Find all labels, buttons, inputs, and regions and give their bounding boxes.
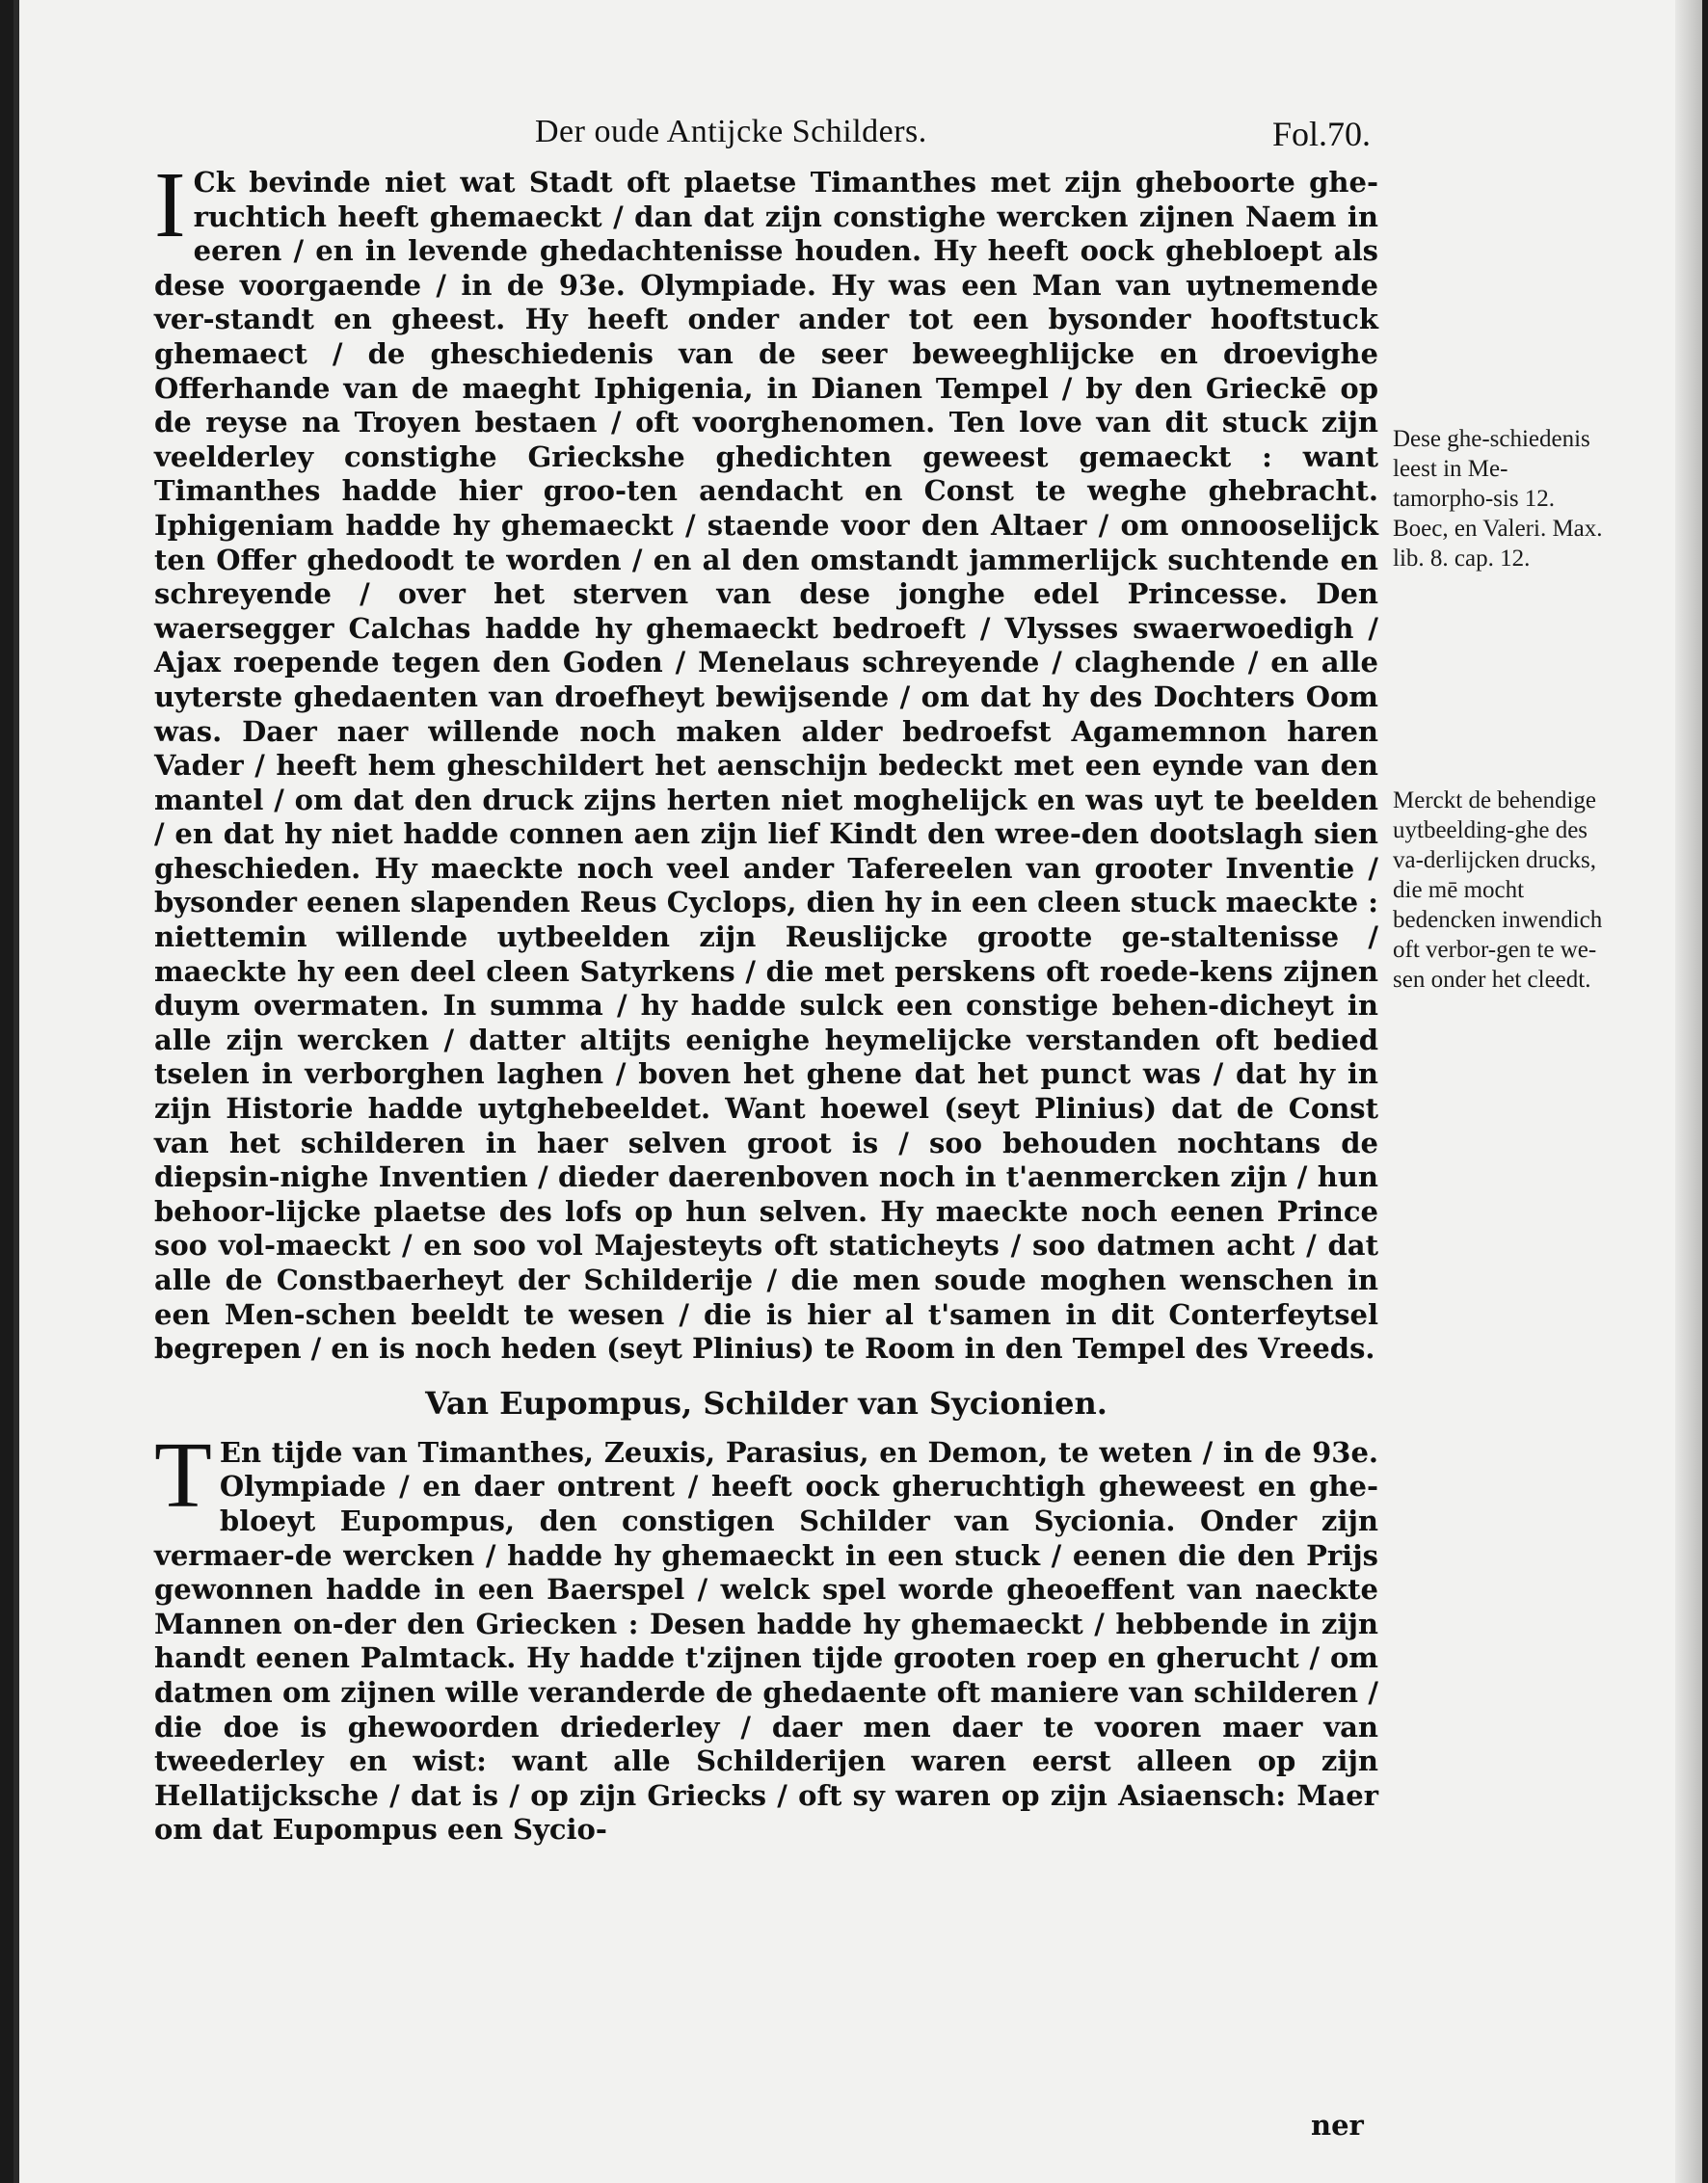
- section-eupompus: [154, 1423, 1378, 1848]
- main-text-column: [154, 153, 1378, 1848]
- drop-cap: T: [154, 1423, 212, 1528]
- running-head: Der oude Antijcke Schilders.: [535, 114, 927, 149]
- section-heading-eupompus: Van Eupompus, Schilder van Sycionien.: [425, 1384, 1108, 1422]
- margin-note-source: Dese ghe-schiedenis leest in Me-tamorpho-sis 12. Boec, en Valeri. Max. lib. 8. cap. 12.: [1393, 426, 1603, 572]
- catchword: ner: [1311, 2109, 1364, 2142]
- folio-number: Fol.70.: [1272, 115, 1372, 153]
- section-timanthes-text: Ck bevinde niet wat Stadt oft plaetse Timanthes met zijn gheboorte ghe-ruchtich heeft ghemaeckt / dan dat zijn constighe wercken zijnen Naem in eeren / en in levende ghedachtenisse houden. Hy heeft oock ghebloept als dese voorgaende / in de 93e. Olympiade. Hy was een Man van uytnemende ver-standt en gheest. Hy heeft onder ander tot een bysonder hooftstuck ghemaect / de gheschiedenis van de seer beweeghlijcke en droevighe Offerhande van de maeght Iphigenia, in Dianen Tempel / by den Grieckē op de reyse na Troyen bestaen / oft voorghenomen. Ten love van dit stuck zijn veelderley constighe Grieckshe ghedichten geweest gemaeckt : want Timanthes hadde hier groo-ten aendacht en Const te weghe ghebracht. Iphigeniam hadde hy ghemaeckt / staende voor den Altaer / om onnooselijck ten Offer ghedoodt te worden / en al den omstandt jammerlijck suchtende en schreyende / over het sterven van dese jonghe edel Princesse. Den waersegger Calchas hadde hy ghemaeckt bedroeft / Vlysses swaerwoedigh / Ajax roepende tegen den Goden / Menelaus schreyende / claghende / en alle uyterste ghedaenten van droefheyt bewijsende / om dat hy des Dochters Oom was. Daer naer willende noch maken alder bedroefst Agamemnon haren Vader / heeft hem gheschildert het aenschijn bedeckt met een eynde van den mantel / om dat den druck zijns herten niet moghelijck en was uyt te beelden / en dat hy niet hadde connen aen zijn lief Kindt den wree-den dootslagh sien gheschieden. Hy maeckte noch veel ander Tafereelen van grooter Inventie / bysonder eenen slapenden Reus Cyclops, dien hy in een cleen stuck maeckte : niettemin willende uytbeelden zijn Reuslijcke grootte ge-staltenisse / maeckte hy een deel cleen Satyrkens / die met perskens oft roede-kens zijnen duym overmaten. In summa / hy hadde sulck een constige behen-dicheyt in alle zijn wercken / datter altijts eenighe heymelijcke verstanden oft bedied tselen in verborghen laghen / boven het ghene dat het punct was / dat hy in zijn Historie hadde uytghebeeldet. Want hoewel (seyt Plinius) dat de Const van het schilderen in haer selven groot is / soo behouden nochtans de diepsin-nighe Inventien / dieder daerenboven noch in t'aenmercken zijn / hun behoor-lijcke plaetse des lofs op hun selven. Hy maeckte noch eenen Prince soo vol-maeckt / en soo vol Majesteyts oft staticheyts / soo datmen acht / dat alle de Constbaerheyt der Schilderije / die men soude moghen wenschen in een Men-schen beeldt te wesen / die is hier al t'samen in dit Conterfeytsel begrepen / en is noch heden (seyt Plinius) te Room in den Tempel des Vreeds.: [154, 166, 1378, 1366]
- section-timanthes: [154, 153, 1378, 1367]
- drop-cap: I: [154, 153, 186, 257]
- margin-note-commentary: Merckt de behendige uytbeelding-ghe des va-derlijcken drucks, die mē mocht bedencken inwendich oft verbor-gen te we-sen onder het cleedt.: [1393, 787, 1603, 993]
- book-page: [13, 0, 1702, 2183]
- page-header: [19, 114, 1708, 162]
- page-edge-shadow: [1675, 0, 1702, 2183]
- section-eupompus-text: En tijde van Timanthes, Zeuxis, Parasius, en Demon, te weten / in de 93e. Olympiade / en daer ontrent / heeft oock gheruchtigh gheweest en ghe-bloeyt Eupompus, den constigen Schilder van Sycionia. Onder zijn vermaer-de wercken / hadde hy ghemaeckt in een stuck / eenen die den Prijs gewonnen hadde in een Baerspel / welck spel worde gheoeffent van naeckte Mannen on-der den Griecken : Desen hadde hy ghemaeckt / hebbende in zijn handt eenen Palmtack. Hy hadde t'zijnen tijde grooten roep en gherucht / om datmen om zijnen wille veranderde de ghedaente oft maniere van schilderen / die doe is ghewoorden driederley / daer men daer te vooren maer van tweederley en wist: want alle Schilderijen waren eerst alleen op zijn Hellatijcksche / dat is / op zijn Griecks / oft sy waren op zijn Asiaensch: Maer om dat Eupompus een Sycio-: [154, 1435, 1378, 1847]
